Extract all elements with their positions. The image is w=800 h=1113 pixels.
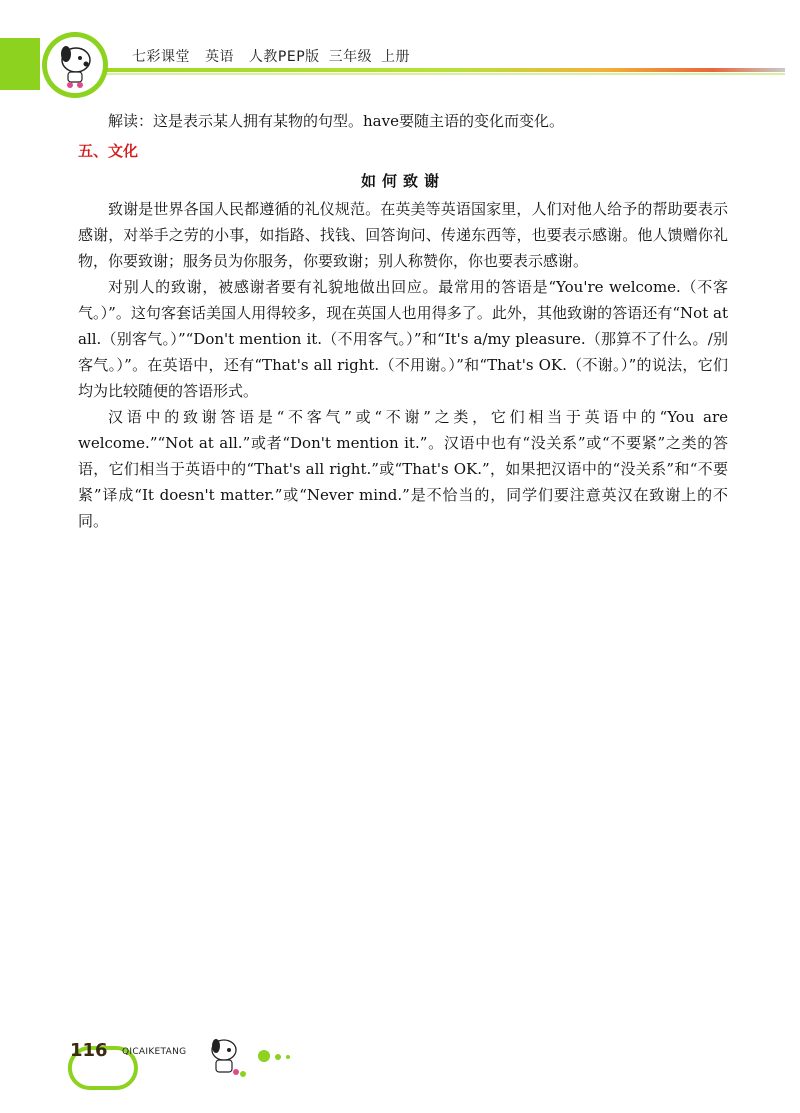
- edition: 人教PEP版: [248, 49, 320, 65]
- grade: 三年级: [328, 49, 373, 65]
- volume: 上册: [381, 49, 411, 65]
- mascot-dog-footer-icon: [212, 1039, 246, 1077]
- series-name: 七彩课堂: [132, 49, 190, 65]
- footer-decoration: [66, 1030, 366, 1090]
- paragraph-2: 对别人的致谢，被感谢者要有礼貌地做出回应。最常用的答语是“You're welcome.（不客气。）”。这句客套话美国人用得较多，现在英国人也用得多了。此外，其他致谢的答语还有“Not at all.（别客气。）”“Don't mention it.（不用客气。）”和“It's a/my pleasure.（那算不了什么。/别客气。）”。在英语中，还有“That's all right.（不用谢。）”和“That's OK.（不谢。）”的说法，它们均为比较随便的答语形式。: [78, 278, 728, 400]
- header-title: [132, 46, 420, 66]
- page-content: [78, 108, 728, 534]
- paragraph-1: 致谢是世界各国人民都遵循的礼仪规范。在英美等英语国家里，人们对他人给予的帮助要表示感谢，对举手之劳的小事，如指路、找钱、回答询问、传递东西等，也要表示感谢。他人馈赠你礼物，你要致谢；服务员为你服务，你要致谢；别人称赞你，你也要表示感谢。: [78, 200, 728, 270]
- interpretation-text: 解读：这是表示某人拥有某物的句型。have要随主语的变化而变化。: [108, 112, 564, 130]
- mascot-dog-logo: [40, 30, 110, 100]
- page-number: 116: [70, 1040, 108, 1061]
- subject: 英语: [204, 49, 234, 65]
- section-heading: 五、文化: [78, 142, 139, 160]
- paragraph-3: 汉语中的致谢答语是“不客气”或“不谢”之类，它们相当于英语中的“You are welcome.”“Not at all.”或者“Don't mention it.”。汉语中也有“没关系”或“不要紧”之类的答语，它们相当于英语中的“That's all right.”或“That's OK.”，如果把汉语中的“没关系”和“不要紧”译成“It doesn't matter.”或“Never mind.”是不恰当的，同学们要注意英汉在致谢上的不同。: [78, 408, 728, 530]
- article-title: 如何致谢: [360, 172, 445, 190]
- brand-text: QICAIKETANG: [122, 1047, 187, 1057]
